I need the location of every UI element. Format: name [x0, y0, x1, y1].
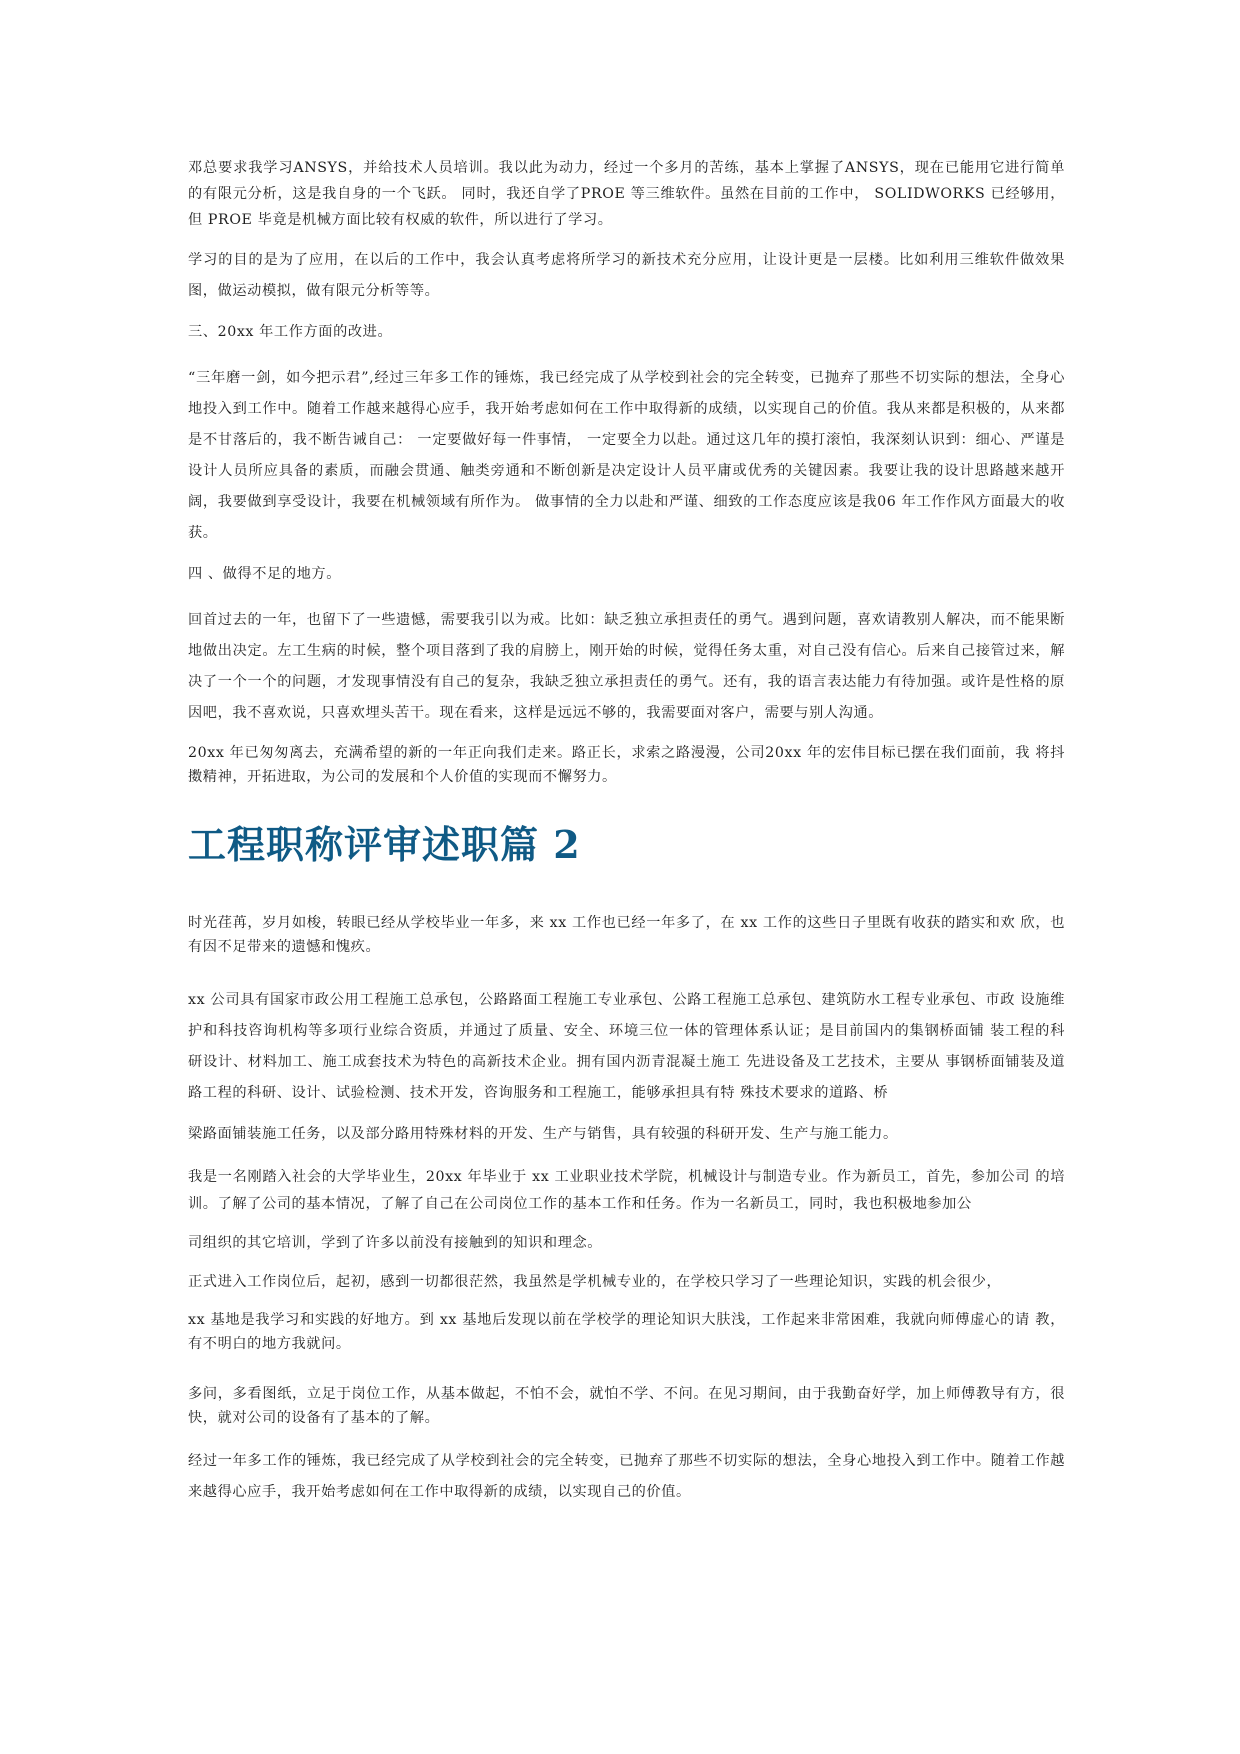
paragraph-other-training: 司组织的其它培训，学到了许多以前没有接触到的知识和理念。: [188, 1235, 603, 1251]
paragraph-ask-more: 多问，多看图纸，立足于岗位工作，从基本做起，不怕不会，就怕不学、不问。在见习期间，由于我勤奋好学，加上师傅教导有方，很快，就对公司的设备有了基本的了解。: [188, 1386, 1065, 1426]
document-body: [188, 155, 1065, 1520]
paragraph-learning-application: 学习的目的是为了应用，在以后的工作中，我会认真考虑将所学习的新技术充分应用，让设计更是一层楼。比如利用三维软件做效果图，做运动模拟，做有限元分析等等。: [188, 252, 1065, 299]
paragraph-three-years: “三年磨一剑，如今把示君”,经过三年多工作的锤炼，我已经完成了从学校到社会的完全转变，已抛弃了那些不切实际的想法，全身心地投入到工作中。随着工作越来越得心应手，我开始考虑如何在工作中取得新的成绩，以实现自己的价值。我从来都是积极的，从来都是不甘落后的，我不断告诫自己： 一定要做好每一件事情， 一定要全力以赴。通过这几年的摸打滚怕，我深刻认识到：细心、严谨是设计人员所应具备的素质，而融会贯通、触类旁通和不断创新是决定设计人员平庸或优秀的关键因素。我要让我的设计思路越来越开阔，我要做到享受设计，我要在机械领域有所作为。 做事情的全力以赴和严谨、细致的工作态度应该是我06 年工作作风方面最大的收获。: [188, 370, 1065, 541]
paragraph-regrets: 回首过去的一年，也留下了一些遗憾，需要我引以为戒。比如：缺乏独立承担责任的勇气。遇到问题，喜欢请教别人解决，而不能果断地做出决定。左工生病的时候，整个项目落到了我的肩膀上，刚开始的时候，觉得任务太重，对自己没有信心。后来自己接管过来，解决了一个一个的问题，才发现事情没有自己的复杂，我缺乏独立承担责任的勇气。还有，我的语言表达能力有待加强。或许是性格的原因吧，我不喜欢说，只喜欢埋头苦干。现在看来，这样是远远不够的，我需要面对客户，需要与别人沟通。: [188, 612, 1065, 721]
section-title: 工程职称评审述职篇 2: [188, 822, 581, 867]
subheading-improvements: 三、20xx 年工作方面的改进。: [188, 324, 393, 340]
paragraph-time-flies: 时光荏苒，岁月如梭，转眼已经从学校毕业一年多，来 xx 工作也已经一年多了，在 xx 工作的这些日子里既有收获的踏实和欢 欣，也有因不足带来的遗憾和愧疚。: [188, 915, 1065, 955]
paragraph-ansys-learning: 邓总要求我学习ANSYS，并给技术人员培训。我以此为动力，经过一个多月的苦练，基本上掌握了ANSYS，现在已能用它进行简单的有限元分析，这是我自身的一个飞跃。 同时，我还自学了PROE 等三维软件。虽然在目前的工作中， SOLIDWORKS 已经够用，但 PROE 毕竟是机械方面比较有权威的软件，所以进行了学习。: [188, 160, 1065, 228]
paragraph-new-year: 20xx 年已匆匆离去，充满希望的新的一年正向我们走来。路正长，求索之路漫漫，公司20xx 年的宏伟目标已摆在我们面前，我 将抖擞精神，开拓进取，为公司的发展和个人价值的实现而不懈努力。: [188, 745, 1065, 785]
paragraph-new-graduate: 我是一名刚踏入社会的大学毕业生，20xx 年毕业于 xx 工业职业技术学院，机械设计与制造专业。作为新员工，首先，参加公司 的培训。了解了公司的基本情况，了解了自己在公司岗位工作的基本工作和任务。作为一名新员工，同时，我也积极地参加公: [188, 1169, 1065, 1212]
subheading-shortcomings: 四 、做得不足的地方。: [188, 566, 341, 582]
paragraph-company-intro: xx 公司具有国家市政公用工程施工总承包，公路路面工程施工专业承包、公路工程施工总承包、建筑防水工程专业承包、市政 设施维护和科技咨询机构等多项行业综合资质，并通过了质量、安全、环境三位一体的管理体系认证；是目前国内的集钢桥面铺 装工程的科研设计、材料加工、施工成套技术为特色的高新技术企业。拥有国内沥青混凝土施工 先进设备及工艺技术，主要从 事钢桥面铺装及道路工程的科研、设计、试验检测、技术开发，咨询服务和工程施工，能够承担具有特 殊技术要求的道路、桥: [188, 992, 1065, 1101]
paragraph-company-capability: 梁路面铺装施工任务，以及部分路用特殊材料的开发、生产与销售，具有较强的科研开发、生产与施工能力。: [188, 1126, 898, 1142]
paragraph-one-year-training: 经过一年多工作的锤炼，我已经完成了从学校到社会的完全转变，已抛弃了那些不切实际的想法，全身心地投入到工作中。随着工作越来越得心应手，我开始考虑如何在工作中取得新的成绩，以实现自己的价值。: [188, 1453, 1065, 1500]
paragraph-entering-job: 正式进入工作岗位后，起初，感到一切都很茫然，我虽然是学机械专业的，在学校只学习了一些理论知识，实践的机会很少，: [188, 1274, 1002, 1290]
paragraph-base-practice: xx 基地是我学习和实践的好地方。到 xx 基地后发现以前在学校学的理论知识大肤浅，工作起来非常困难，我就向师傅虚心的请 教，有不明白的地方我就问。: [188, 1312, 1065, 1352]
